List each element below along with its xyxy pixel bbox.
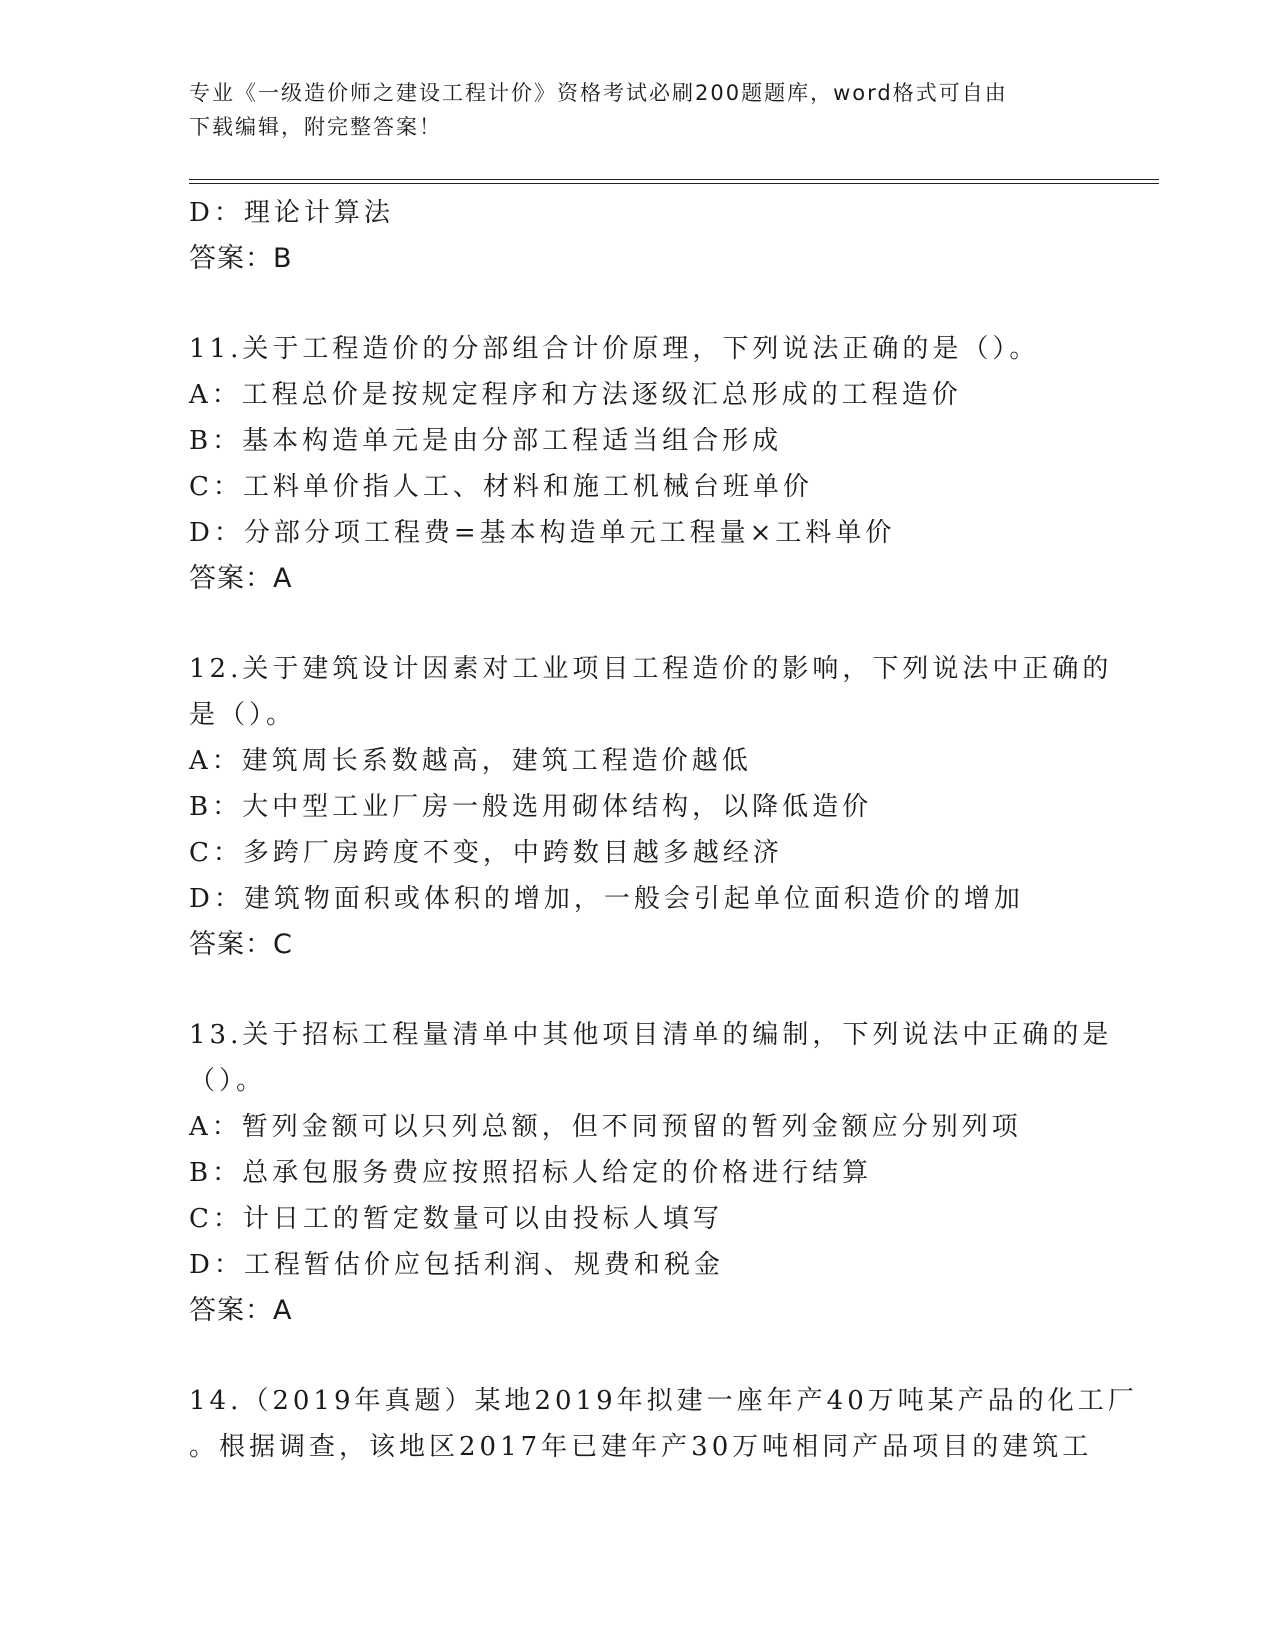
question-13 — [189, 1012, 1113, 1334]
option-a: A：暂列金额可以只列总额，但不同预留的暂列金额应分别列项 — [189, 1112, 1022, 1142]
option-b: B：基本构造单元是由分部工程适当组合形成 — [189, 426, 783, 456]
prev-answer: 答案：B — [189, 243, 293, 274]
question-content — [189, 190, 1138, 1470]
spacer — [189, 602, 1089, 646]
question-14 — [189, 1378, 1138, 1470]
spacer — [189, 968, 1089, 1012]
option-d: D：分部分项工程费=基本构造单元工程量×工料单价 — [189, 518, 896, 548]
answer: 答案：C — [189, 929, 293, 960]
header-divider — [189, 179, 1159, 184]
answer: 答案：A — [189, 563, 293, 594]
question-title-line-2: （）。 — [189, 1066, 267, 1096]
question-title-line-1: 14.（2019年真题）某地2019年拟建一座年产40万吨某产品的化工厂 — [189, 1386, 1138, 1416]
question-title-line-2: 是（）。 — [189, 700, 297, 730]
option-b: B：大中型工业厂房一般选用砌体结构，以降低造价 — [189, 792, 873, 822]
option-a: A：建筑周长系数越高，建筑工程造价越低 — [189, 746, 752, 776]
option-d: D：工程暂估价应包括利润、规费和税金 — [189, 1250, 724, 1280]
option-c: C：多跨厂房跨度不变，中跨数目越多越经济 — [189, 838, 783, 868]
question-title-line-1: 12.关于建筑设计因素对工业项目工程造价的影响，下列说法中正确的 — [189, 654, 1113, 684]
document-header — [189, 76, 1089, 144]
question-12 — [189, 646, 1113, 968]
spacer — [189, 282, 1089, 326]
header-line-2: 下载编辑，附完整答案！ — [189, 115, 442, 139]
option-c: C：工料单价指人工、材料和施工机械台班单价 — [189, 472, 813, 502]
header-line-1: 专业《一级造价师之建设工程计价》资格考试必刷200题题库，word格式可自由 — [189, 81, 1008, 105]
spacer — [189, 1334, 1089, 1378]
option-c: C：计日工的暂定数量可以由投标人填写 — [189, 1204, 723, 1234]
answer: 答案：A — [189, 1295, 293, 1326]
option-d: D：建筑物面积或体积的增加，一般会引起单位面积造价的增加 — [189, 884, 1024, 914]
question-title-line-2: 。根据调查，该地区2017年已建年产30万吨相同产品项目的建筑工 — [189, 1432, 1093, 1462]
question-11 — [189, 326, 1089, 602]
option-b: B：总承包服务费应按照招标人给定的价格进行结算 — [189, 1158, 873, 1188]
question-title: 11.关于工程造价的分部组合计价原理，下列说法正确的是（）。 — [189, 334, 1040, 364]
option-a: A：工程总价是按规定程序和方法逐级汇总形成的工程造价 — [189, 380, 962, 410]
prev-option-d: D：理论计算法 — [189, 198, 394, 228]
question-title-line-1: 13.关于招标工程量清单中其他项目清单的编制，下列说法中正确的是 — [189, 1020, 1113, 1050]
